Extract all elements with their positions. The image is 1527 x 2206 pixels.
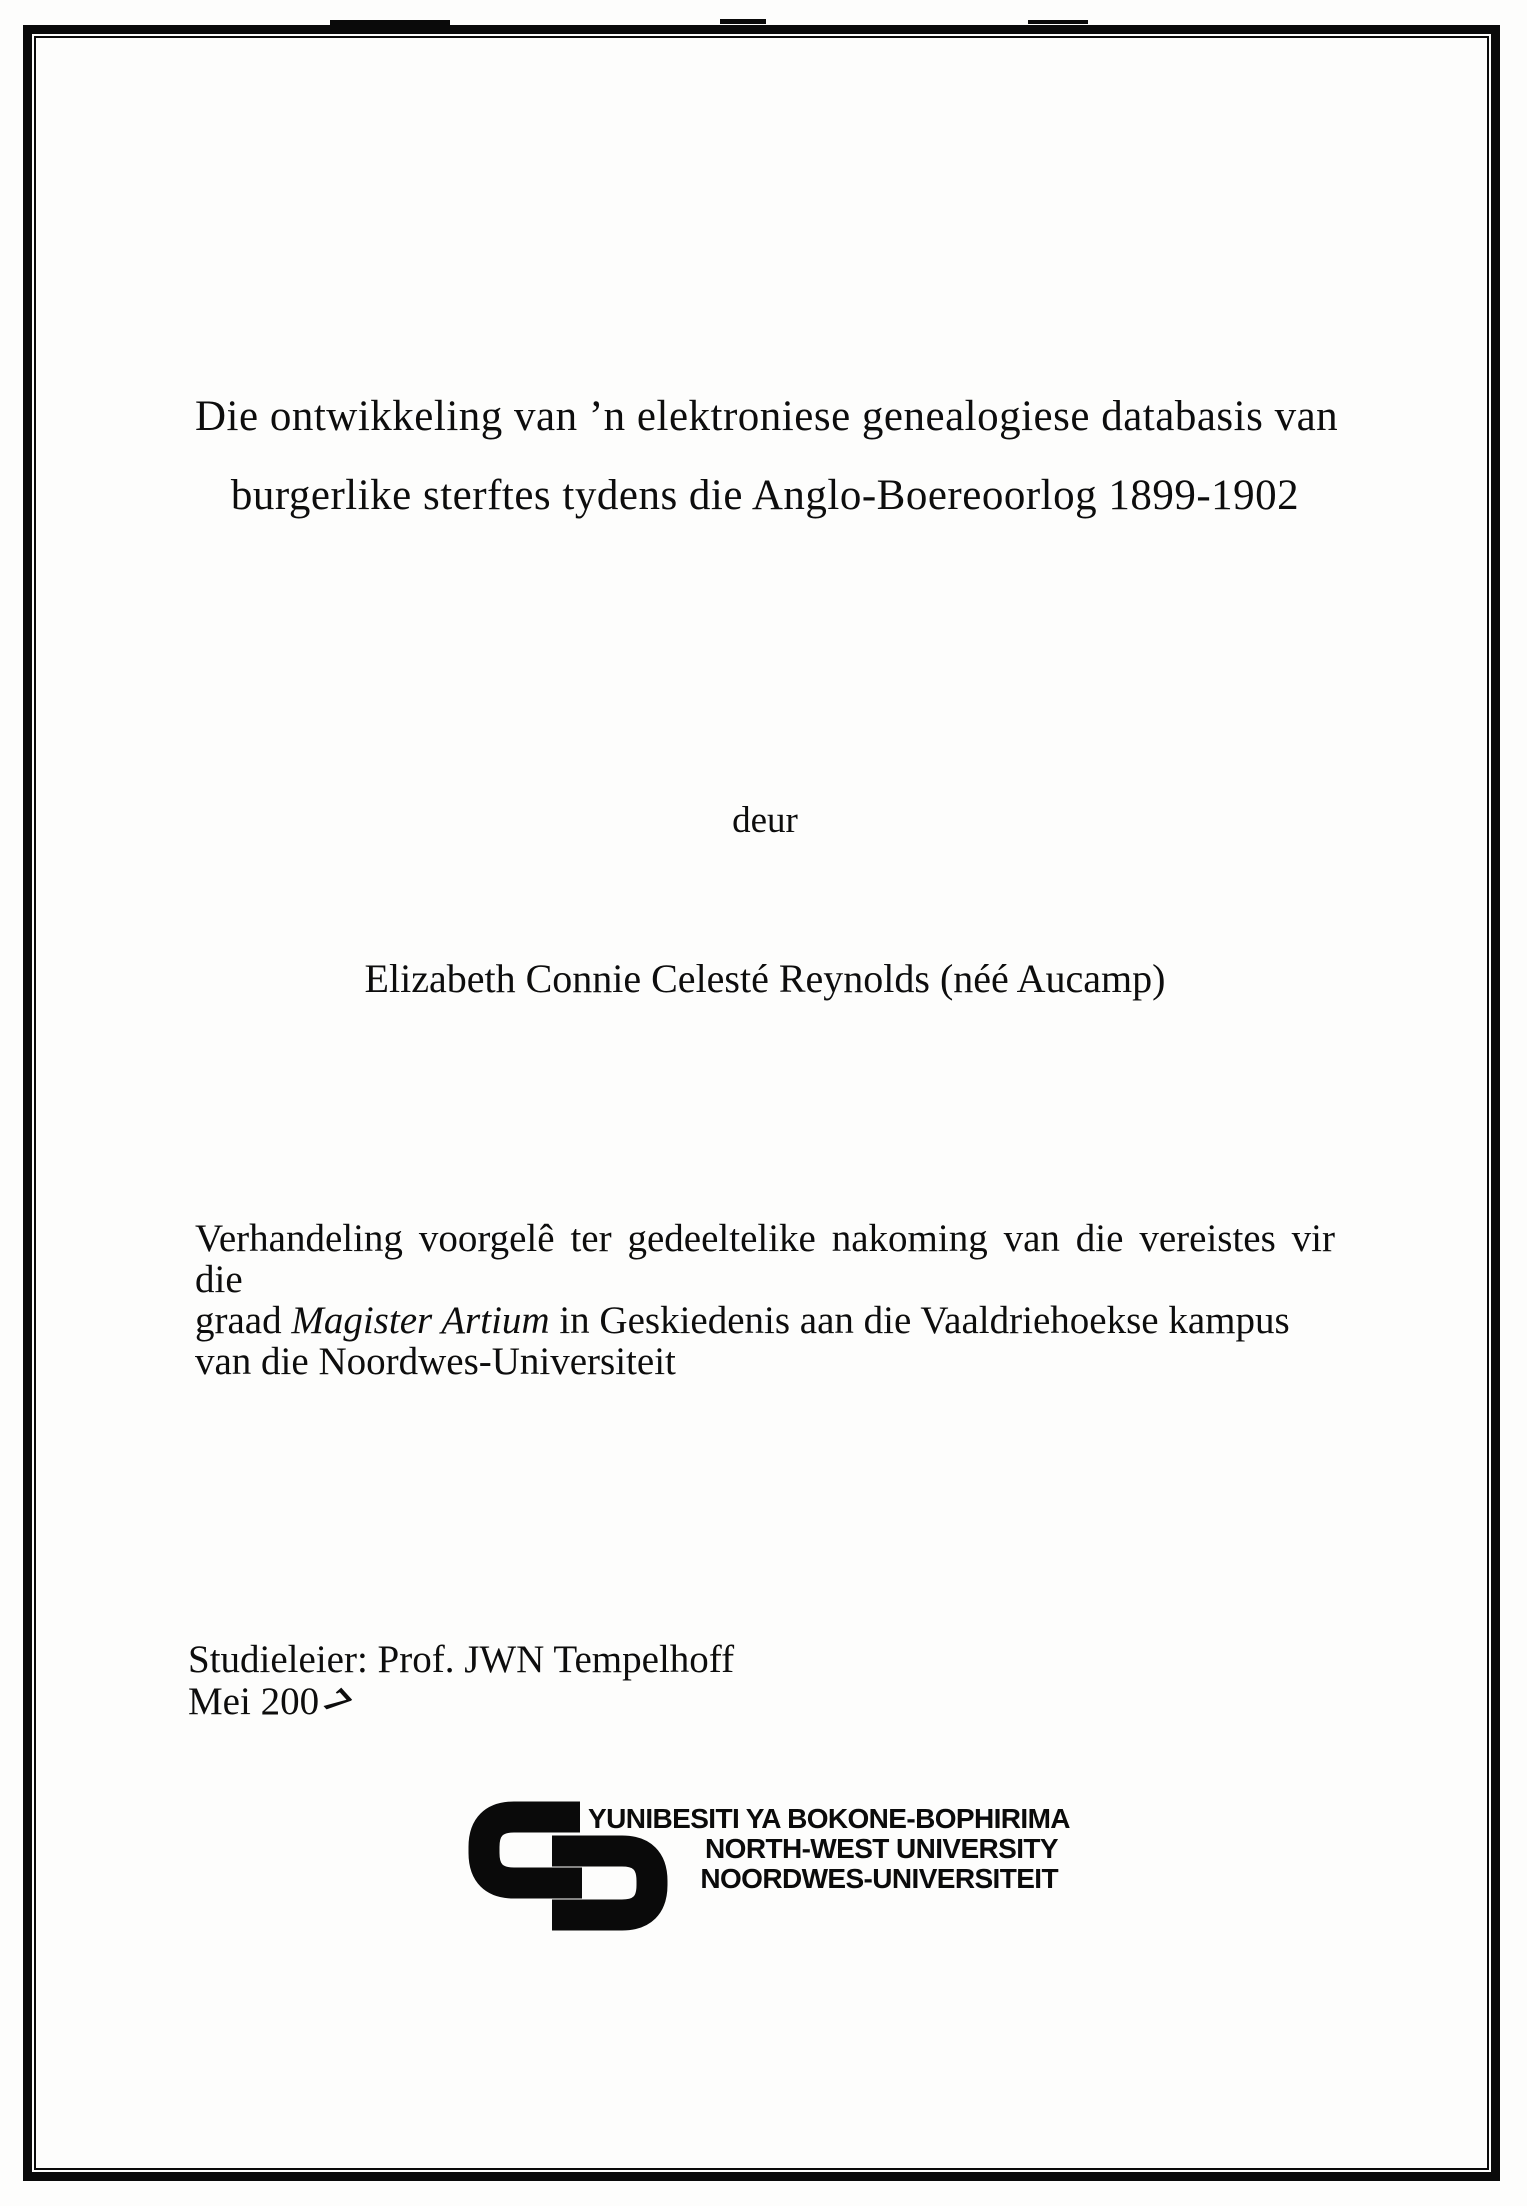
byline-label: deur — [732, 800, 798, 841]
thesis-title-line-1: Die ontwikkeling van ’n elektroniese genealogiese databasis van — [195, 393, 1339, 440]
date-last-digit: 7 — [314, 1680, 360, 1724]
supervisor-line: Studieleier: Prof. JWN Tempelhoff — [188, 1638, 735, 1681]
scan-artifact — [330, 20, 450, 25]
supervisor-block — [188, 1639, 734, 1723]
statement-line2-pre: graad — [195, 1299, 292, 1342]
author-name: Elizabeth Connie Celesté Reynolds (néé Aucamp) — [364, 956, 1166, 1001]
degree-name-italic: Magister Artium — [291, 1299, 550, 1342]
thesis-title-line-2: burgerlike sterftes tydens die Anglo-Boereoorlog 1899-1902 — [230, 472, 1300, 519]
date-line — [188, 1681, 734, 1723]
scan-artifact — [720, 19, 766, 24]
logo-text-english: NORTH-WEST UNIVERSITY — [705, 1833, 1058, 1864]
scan-artifact — [1028, 20, 1088, 24]
date-prefix: Mei 200 — [188, 1680, 320, 1723]
degree-statement-line-1: Verhandeling voorgelê ter gedeeltelike nakoming van die vereistes vir die — [195, 1217, 1335, 1301]
logo-text-afrikaans: NOORDWES-UNIVERSITEIT — [700, 1863, 1058, 1894]
degree-statement — [195, 1218, 1335, 1382]
university-logo-text — [588, 1803, 1070, 1894]
university-logo — [468, 1801, 1068, 1941]
logo-text-setswana: YUNIBESITI YA BOKONE-BOPHIRIMA — [588, 1803, 1070, 1834]
statement-line2-post: in Geskiedenis aan die Vaaldriehoekse kampus — [549, 1299, 1290, 1342]
degree-statement-line-2 — [195, 1300, 1335, 1341]
degree-statement-line-3: van die Noordwes-Universiteit — [195, 1340, 676, 1383]
